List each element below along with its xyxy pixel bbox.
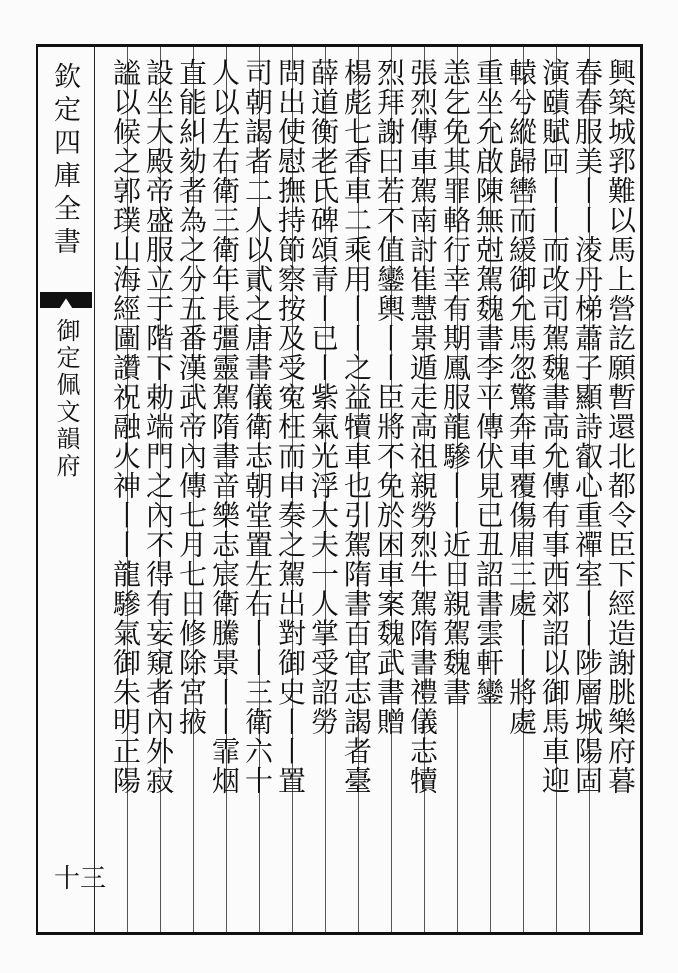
text-column: 興築城郛難以馬上營訖願暫還北都令臣下經造謝朓樂府暮 xyxy=(604,58,637,796)
text-column: 人以左右衛三衛年長彊靈駕隋書音樂志宸衛騰景丨丨霏烟 xyxy=(208,58,241,796)
text-column: 重坐允啟陳無尅駕魏書李平傳伏見已丑詔書雲軒鑾 xyxy=(472,58,505,707)
margin-divider xyxy=(94,47,95,932)
text-column: 張烈傳車駕南討崔慧景遁走高祖親勞烈牛駕隋書禮儀志犢 xyxy=(406,58,439,796)
margin-title: 欽定四庫全書 xyxy=(49,62,80,260)
text-column: 問出使慰撫持節察按及受寃枉而申奏之駕出對御史丨丨置 xyxy=(274,58,307,796)
page-number: 十三 xyxy=(54,864,107,894)
text-column: 轅兮縱歸轡而緩御允馬忽驚奔車覆傷眉三處丨丨將處 xyxy=(505,58,538,737)
margin-book-title: 御定佩文韻府 xyxy=(52,318,80,480)
border-right xyxy=(640,44,643,935)
text-column: 楊彪七香車二乘用丨丨之益犢車也引駕隋書百官志謁者臺 xyxy=(340,58,373,796)
text-column: 薛道衡老氏碑頌青丨已丨紫氣光浮大夫一人掌受詔勞 xyxy=(307,58,340,737)
text-column: 謐以候之郭璞山海經圖讚祝融火神丨丨龍驂氣御朱明正陽 xyxy=(109,58,142,796)
text-column: 設坐大殿帝盛服立于階下勅端門之內不得有妄窺者內外寂 xyxy=(142,58,175,796)
text-column: 恙乞免其罪輅行幸有期鳳服龍驂丨丨近日親駕魏書 xyxy=(439,58,472,707)
text-column: 司朝謁者二人以貳之唐書儀衛志朝堂置左右丨丨三衛六十 xyxy=(241,58,274,796)
text-column: 春春服美丨丨淩丹梯蕭子顯詩叡心重禪室丨丨陟層城陽固 xyxy=(571,58,604,796)
fishtail-mark xyxy=(40,292,92,308)
text-column: 烈拜謝曰若不值鑾輿丨丨臣將不免於困車案魏武書贈 xyxy=(373,58,406,737)
border-bottom xyxy=(36,932,642,935)
text-column: 直能糾劾者為之分五番漢武帝內傳七月七日修除宮掖 xyxy=(175,58,208,737)
text-column: 演賾賦回丨丨而改司駕魏書高允傳有事西郊詔以御馬車迎 xyxy=(538,58,571,796)
border-left xyxy=(36,44,38,935)
